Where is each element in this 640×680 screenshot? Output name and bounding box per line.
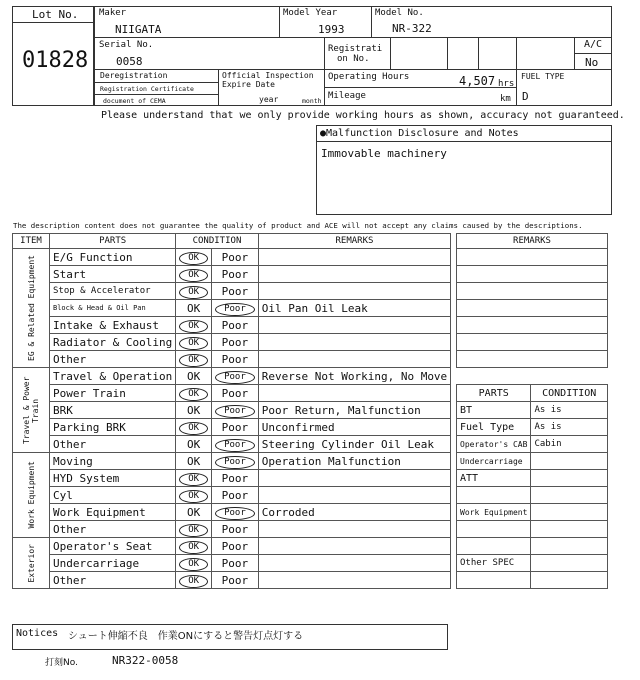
right-row — [457, 504, 608, 521]
km-unit: km — [500, 94, 511, 104]
ok-mark: OK — [179, 558, 208, 571]
malfunction-title: ●Malfunction Disclosure and Notes — [320, 128, 519, 139]
right-part — [457, 521, 531, 538]
right-row — [457, 572, 608, 589]
right-condition — [531, 521, 608, 538]
poor-cell — [212, 317, 259, 334]
ok-cell — [176, 504, 212, 521]
item-group-label: EG & Related Equipment — [26, 255, 36, 361]
ok-cell — [176, 555, 212, 572]
poor-mark: Poor — [221, 522, 249, 536]
poor-cell — [212, 368, 259, 385]
ok-cell — [176, 487, 212, 504]
inspection-label-1: Official Inspection — [222, 71, 314, 80]
ok-cell — [176, 368, 212, 385]
model-no-label: Model No. — [375, 8, 424, 18]
poor-mark: Poor — [215, 507, 255, 520]
ok-mark: OK — [187, 301, 201, 315]
item-group-cell — [13, 249, 50, 368]
description-disclaimer: The description content does not guarantee the quality of product and ACE will not accept any claims caused by the descriptions. — [13, 221, 583, 230]
right-condition — [531, 470, 608, 487]
parts-header: PARTS — [50, 234, 176, 249]
remark-cell: Oil Pan Oil Leak — [258, 300, 450, 317]
registration-certificate-label: Registration Certificate — [100, 85, 194, 93]
right-remarks-table — [456, 233, 608, 368]
part-name: Other — [50, 521, 176, 538]
stamp-no-value: NR322-0058 — [112, 654, 179, 667]
inspection-row — [13, 419, 451, 436]
item-group-label: Work Equipment — [26, 461, 36, 529]
fuel-type-label: FUEL TYPE — [521, 72, 565, 81]
right-part: Operator's CAB — [457, 436, 531, 453]
inspection-row — [13, 538, 451, 555]
ok-mark: OK — [187, 437, 201, 451]
ok-cell — [176, 266, 212, 283]
right-row — [457, 402, 608, 419]
poor-mark: Poor — [215, 405, 255, 418]
poor-cell — [212, 402, 259, 419]
poor-mark: Poor — [221, 250, 249, 264]
right-condition: Cabin — [531, 436, 608, 453]
ok-mark: OK — [187, 369, 201, 383]
ok-cell — [176, 283, 212, 300]
right-part: Undercarriage — [457, 453, 531, 470]
remark-cell: Poor Return, Malfunction — [258, 402, 450, 419]
inspection-row — [13, 487, 451, 504]
poor-cell — [212, 419, 259, 436]
ok-cell — [176, 419, 212, 436]
ok-cell — [176, 334, 212, 351]
remark-cell: Reverse Not Working, No Move — [258, 368, 450, 385]
part-name: Operator's Seat — [50, 538, 176, 555]
ok-mark: OK — [187, 403, 201, 417]
right-part: BT — [457, 402, 531, 419]
inspection-row — [13, 436, 451, 453]
ok-mark: OK — [187, 505, 201, 519]
ok-mark: OK — [179, 320, 208, 333]
ok-mark: OK — [179, 575, 208, 588]
inspection-row — [13, 572, 451, 589]
poor-mark: Poor — [221, 471, 249, 485]
part-name: Intake & Exhaust — [50, 317, 176, 334]
poor-cell — [212, 300, 259, 317]
poor-cell — [212, 436, 259, 453]
poor-mark: Poor — [215, 371, 255, 384]
mileage-label: Mileage — [328, 91, 366, 101]
right-condition — [531, 487, 608, 504]
part-name: Other — [50, 572, 176, 589]
item-group-label: Exterior — [26, 543, 36, 583]
ok-mark: OK — [179, 541, 208, 554]
remark-cell: Steering Cylinder Oil Leak — [258, 436, 450, 453]
remark-cell — [258, 351, 450, 368]
ok-mark: OK — [179, 269, 208, 282]
right-parts-table — [456, 384, 608, 589]
right-condition — [531, 453, 608, 470]
right-part — [457, 572, 531, 589]
deregistration-label: Deregistration — [100, 71, 168, 80]
remark-cell — [258, 385, 450, 402]
registration-label-1: Registrati — [328, 44, 383, 54]
year-label: year — [259, 95, 279, 104]
right-condition: As is — [531, 402, 608, 419]
poor-cell — [212, 487, 259, 504]
ok-cell — [176, 572, 212, 589]
right-row — [457, 453, 608, 470]
part-name: Other — [50, 351, 176, 368]
part-name: Travel & Operation — [50, 368, 176, 385]
part-name: Block & Head & Oil Pan — [50, 300, 176, 317]
poor-cell — [212, 538, 259, 555]
poor-cell — [212, 521, 259, 538]
poor-cell — [212, 351, 259, 368]
part-name: Power Train — [50, 385, 176, 402]
poor-mark: Poor — [221, 573, 249, 587]
model-no-value: NR-322 — [392, 22, 432, 35]
poor-mark: Poor — [215, 303, 255, 316]
part-name: BRK — [50, 402, 176, 419]
poor-cell — [212, 385, 259, 402]
hrs-unit: hrs — [498, 79, 515, 89]
malfunction-text: Immovable machinery — [321, 147, 447, 160]
poor-cell — [212, 266, 259, 283]
part-name: Stop & Accelerator — [50, 283, 176, 300]
remark-cell — [258, 266, 450, 283]
part-name: Parking BRK — [50, 419, 176, 436]
poor-mark: Poor — [221, 284, 249, 298]
inspection-table — [12, 233, 451, 589]
fuel-type-value: D — [522, 90, 529, 103]
right-row — [457, 436, 608, 453]
remark-cell — [258, 555, 450, 572]
inspection-row — [13, 385, 451, 402]
poor-mark: Poor — [221, 335, 249, 349]
remark-cell — [258, 249, 450, 266]
poor-mark: Poor — [215, 439, 255, 452]
serial-no-label: Serial No. — [99, 40, 154, 50]
right-part — [457, 538, 531, 555]
part-name: Moving — [50, 453, 176, 470]
poor-mark: Poor — [221, 267, 249, 281]
right-row — [457, 555, 608, 572]
ok-cell — [176, 351, 212, 368]
hours-disclaimer: Please understand that we only provide working hours as shown, accuracy not guaranteed. — [101, 110, 625, 121]
ok-mark: OK — [179, 388, 208, 401]
inspection-row — [13, 402, 451, 419]
ok-cell — [176, 436, 212, 453]
remark-cell: Unconfirmed — [258, 419, 450, 436]
ac-value: No — [585, 56, 599, 69]
inspection-row — [13, 504, 451, 521]
part-name: Start — [50, 266, 176, 283]
notices-text: シュート伸縮不良 作業ONにすると警告灯点灯する — [68, 631, 304, 642]
part-name: HYD System — [50, 470, 176, 487]
part-name: Undercarriage — [50, 555, 176, 572]
right-condition — [531, 555, 608, 572]
inspection-row — [13, 283, 451, 300]
ok-mark: OK — [187, 454, 201, 468]
right-condition: As is — [531, 419, 608, 436]
inspection-row — [13, 351, 451, 368]
condition-header: CONDITION — [176, 234, 259, 249]
inspection-row — [13, 317, 451, 334]
remark-cell — [258, 470, 450, 487]
lot-no-value: 01828 — [22, 48, 89, 73]
remark-cell — [258, 487, 450, 504]
inspection-row — [13, 300, 451, 317]
ok-cell — [176, 249, 212, 266]
item-group-cell — [13, 453, 50, 538]
poor-cell — [212, 334, 259, 351]
right-part: Fuel Type — [457, 419, 531, 436]
remark-cell — [258, 317, 450, 334]
inspection-row — [13, 555, 451, 572]
notices-label: Notices — [16, 628, 59, 639]
inspection-label-2: Expire Date — [222, 80, 275, 89]
ok-cell — [176, 300, 212, 317]
item-header: ITEM — [13, 234, 50, 249]
remark-cell — [258, 572, 450, 589]
inspection-row — [13, 334, 451, 351]
right-condition — [531, 572, 608, 589]
right-row — [457, 521, 608, 538]
right-parts-header: PARTS — [457, 385, 531, 402]
ok-mark: OK — [179, 354, 208, 367]
poor-mark: Poor — [221, 556, 249, 570]
poor-mark: Poor — [221, 539, 249, 553]
stamp-no-label: 打刻No. — [45, 658, 78, 668]
maker-value: NIIGATA — [115, 23, 162, 36]
item-group-cell — [13, 538, 50, 589]
part-name: Radiator & Cooling — [50, 334, 176, 351]
part-name: Work Equipment — [50, 504, 176, 521]
right-part: Work Equipment — [457, 504, 531, 521]
ok-mark: OK — [179, 524, 208, 537]
serial-no-value: 0058 — [116, 55, 143, 68]
lot-no-label: Lot No. — [32, 8, 79, 21]
model-year-label: Model Year — [283, 8, 338, 18]
inspection-row — [13, 521, 451, 538]
poor-mark: Poor — [221, 420, 249, 434]
item-group-cell — [13, 368, 50, 453]
poor-mark: Poor — [221, 352, 249, 366]
poor-cell — [212, 453, 259, 470]
inspection-row — [13, 470, 451, 487]
ok-cell — [176, 470, 212, 487]
right-part — [457, 487, 531, 504]
remark-cell: Corroded — [258, 504, 450, 521]
inspection-row — [13, 453, 451, 470]
part-name: Cyl — [50, 487, 176, 504]
ok-mark: OK — [179, 337, 208, 350]
poor-mark: Poor — [221, 386, 249, 400]
part-name: Other — [50, 436, 176, 453]
month-label: month — [302, 97, 322, 105]
right-part: ATT — [457, 470, 531, 487]
ok-cell — [176, 538, 212, 555]
remark-cell — [258, 521, 450, 538]
operating-hours-value: 4,507 — [459, 74, 496, 88]
part-name: E/G Function — [50, 249, 176, 266]
right-row — [457, 470, 608, 487]
poor-cell — [212, 555, 259, 572]
ac-label: A/C — [584, 39, 603, 50]
poor-cell — [212, 572, 259, 589]
remark-cell — [258, 334, 450, 351]
poor-cell — [212, 283, 259, 300]
remark-cell — [258, 283, 450, 300]
poor-mark: Poor — [221, 488, 249, 502]
ok-cell — [176, 453, 212, 470]
ok-cell — [176, 402, 212, 419]
maker-label: Maker — [99, 8, 127, 18]
ok-mark: OK — [179, 490, 208, 503]
right-remarks-header: REMARKS — [457, 234, 608, 249]
inspection-row — [13, 249, 451, 266]
ok-cell — [176, 385, 212, 402]
ok-mark: OK — [179, 473, 208, 486]
remark-cell: Operation Malfunction — [258, 453, 450, 470]
ok-mark: OK — [179, 286, 208, 299]
right-condition — [531, 538, 608, 555]
ok-cell — [176, 521, 212, 538]
right-row — [457, 419, 608, 436]
inspection-row — [13, 266, 451, 283]
right-row — [457, 487, 608, 504]
poor-cell — [212, 470, 259, 487]
poor-mark: Poor — [215, 456, 255, 469]
model-year-value: 1993 — [318, 23, 345, 36]
right-row — [457, 538, 608, 555]
remark-cell — [258, 538, 450, 555]
remarks-header: REMARKS — [258, 234, 450, 249]
poor-cell — [212, 249, 259, 266]
poor-cell — [212, 504, 259, 521]
right-condition — [531, 504, 608, 521]
right-condition-header: CONDITION — [531, 385, 608, 402]
right-part: Other SPEC — [457, 555, 531, 572]
inspection-row — [13, 368, 451, 385]
item-group-label: Travel & Power Train — [22, 376, 40, 444]
ok-mark: OK — [179, 422, 208, 435]
operating-hours-label: Operating Hours — [328, 72, 410, 82]
poor-mark: Poor — [221, 318, 249, 332]
cema-label: document of CEMA — [103, 97, 166, 105]
ok-mark: OK — [179, 252, 208, 265]
ok-cell — [176, 317, 212, 334]
registration-label-2: on No. — [337, 54, 370, 64]
